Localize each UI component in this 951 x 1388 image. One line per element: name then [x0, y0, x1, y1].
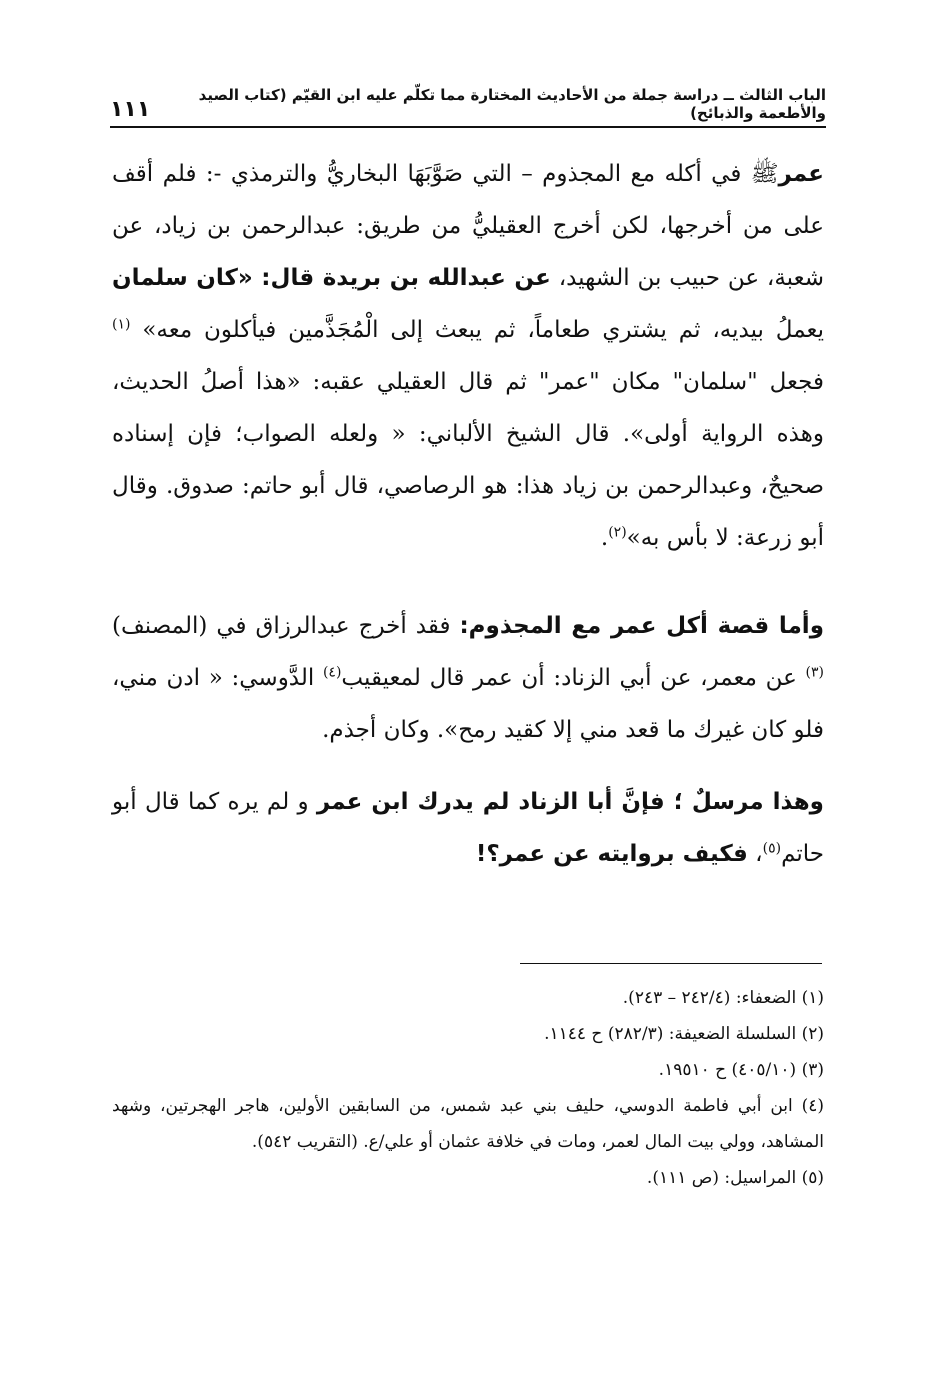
- running-header: [110, 88, 826, 128]
- text-run: فجعل "سلمان" مكان "عمر" ثم قال العقيلي عقبه: «هذا أصلُ الحديث، وهذه الرواية أولى». قال الشيخ الألباني: « ولعله الصواب؛ فإن إسناده صحيحٌ، وعبدالرحمن بن زياد هذا: هو الرصاصي، قال أبو حاتم: صدوق. وقال أبو زرعة: لا بأس به»: [112, 369, 824, 551]
- footnote-4: (٤) ابن أبي فاطمة الدوسي، حليف بني عبد شمس، من السابقين الأولين، هاجر الهجرتين، وشهد المشاهد، وولي بيت المال لعمر، ومات في خلافة عثمان أو علي/ع. (التقريب ٥٤٢).: [112, 1096, 824, 1152]
- text-run: فقد أخرج عبدالرزاق في (المصنف): [112, 613, 460, 639]
- footnotes-list: [112, 980, 824, 1196]
- footnote-ref-4[interactable]: (٤): [322, 664, 342, 681]
- page-number: ١١١: [110, 97, 151, 122]
- text-run: عن معمر، عن أبي الزناد: أن عمر قال لمعيقيب: [341, 665, 806, 691]
- footnote-5: (٥) المراسيل: (ص ١١١).: [646, 1168, 824, 1188]
- text-run: ﷺ في أكله مع المجذوم – التي صَوَّبَهَا البخاريُّ والترمذي -: فلم أقف على من أخرجها، لكن أخرج العقيليُّ من طريق: عبدالرحمن بن زياد، عن شعبة، عن حبيب بن الشهيد،: [112, 161, 824, 291]
- paragraph-2: [112, 600, 824, 756]
- bold-question: فكيف بروايته عن عمر؟!: [475, 841, 748, 867]
- header-title: الباب الثالث ــ دراسة جملة من الأحاديث المختارة مما تكلّم عليه ابن القيّم (كتاب الصيد والأطعمة والذبائح): [198, 86, 826, 122]
- paragraph-1: [112, 148, 824, 564]
- footnote-separator: [520, 963, 822, 964]
- text-run: ،: [747, 841, 763, 867]
- text-run: .: [600, 525, 609, 551]
- footnote-ref-5[interactable]: (٥): [762, 840, 782, 857]
- bold-name: عمر: [778, 161, 824, 187]
- bold-quote: عن عبدالله بن بريدة قال: «كان سلمان: [112, 265, 551, 291]
- bold-heading: وأما قصة أكل عمر مع المجذوم:: [459, 613, 824, 639]
- text-run: يعملُ بيديه، ثم يشتري طعاماً، ثم يبعث إلى الْمُجَذَّمين فيأكلون معه»: [130, 317, 824, 343]
- footnote-1: (١) الضعفاء: (٢٤٢/٤ – ٢٤٣).: [622, 988, 824, 1008]
- bold-statement: وهذا مرسلٌ ؛ فإنَّ أبا الزناد لم يدرك ابن عمر: [316, 789, 824, 815]
- footnote-2: (٢) السلسلة الضعيفة: (٢٨٢/٣) ح ١١٤٤.: [544, 1024, 824, 1044]
- paragraph-3: [112, 776, 824, 880]
- footnote-3: (٣) (٤٠٥/١٠) ح ١٩٥١٠.: [658, 1060, 824, 1080]
- footnote-ref-1[interactable]: (١): [112, 316, 131, 333]
- text-run: و لم يره كما قال أبو حاتم: [112, 789, 824, 867]
- footnote-ref-3[interactable]: (٣): [805, 664, 824, 681]
- text-run: الدَّوسي: « ادن مني، فلو كان غيرك ما قعد مني إلا كقيد رمح». وكان أجذم.: [112, 665, 824, 743]
- footnote-ref-2[interactable]: (٢): [608, 524, 627, 541]
